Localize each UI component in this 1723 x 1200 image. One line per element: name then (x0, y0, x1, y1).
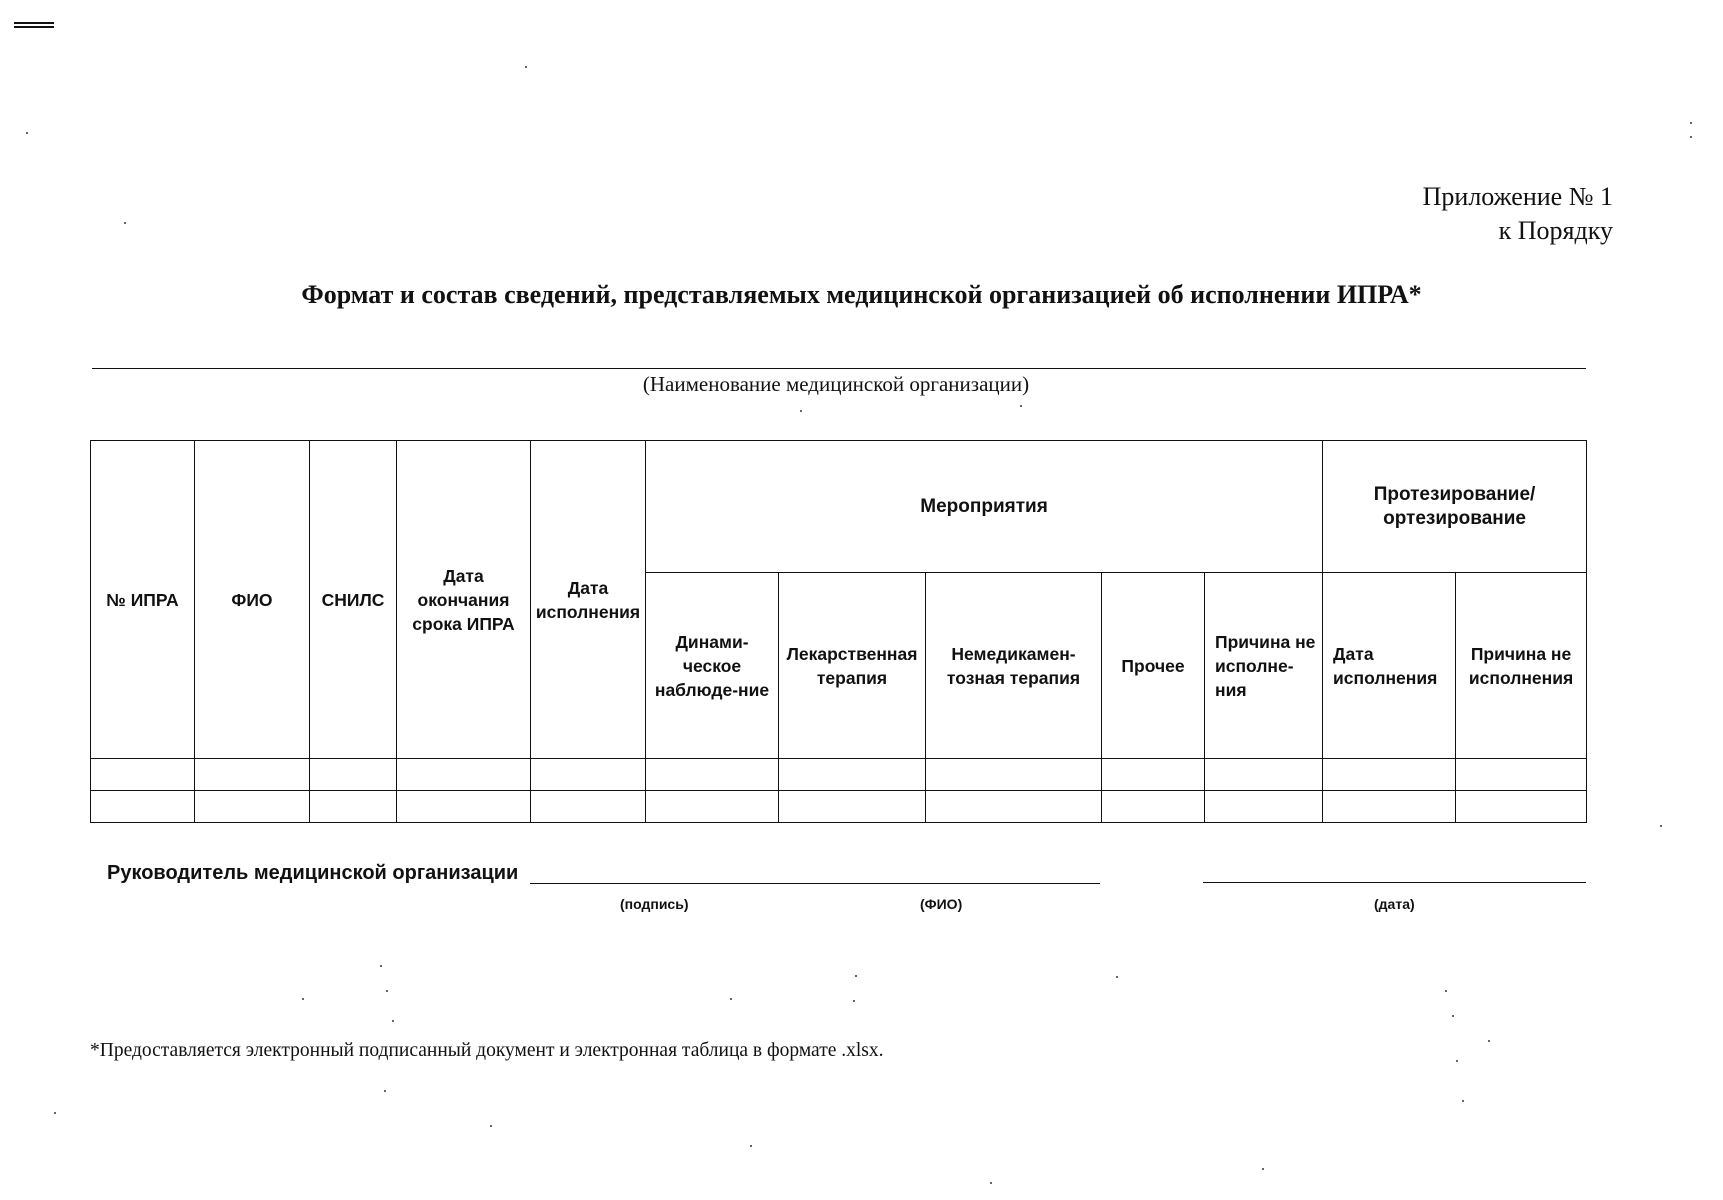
scan-speck (386, 990, 388, 992)
table-cell[interactable] (1323, 759, 1456, 791)
document-title: Формат и состав сведений, представляемых медицинской организацией об исполнении ИПРА* (301, 280, 1422, 309)
table-cell[interactable] (646, 791, 779, 823)
head-of-organization-label: Руководитель медицинской организации (107, 862, 519, 884)
scan-speck (1660, 825, 1662, 827)
table-cell[interactable] (779, 759, 926, 791)
table-cell[interactable] (1456, 759, 1587, 791)
appendix-reference (1423, 180, 1613, 248)
group-measures: Мероприятия (646, 441, 1323, 573)
table-cell[interactable] (646, 759, 779, 791)
signature-caption: (подпись) (620, 896, 689, 912)
organization-caption: (Наименование медицинской организации) (642, 372, 1030, 396)
table-cell[interactable] (531, 791, 646, 823)
table-cell[interactable] (531, 759, 646, 791)
col-prosthetics-date: Дата исполнения (1323, 573, 1456, 759)
table-cell[interactable] (91, 791, 195, 823)
scan-speck (855, 975, 857, 977)
scan-speck (800, 410, 802, 412)
table-row (91, 759, 1587, 791)
organization-name-line (92, 368, 1586, 369)
scan-speck (384, 1090, 386, 1092)
scan-speck (1020, 405, 1022, 407)
date-line (1203, 882, 1586, 883)
scan-mark (14, 22, 54, 28)
scan-speck (990, 1182, 992, 1184)
table-cell[interactable] (926, 759, 1102, 791)
scan-speck (490, 1125, 492, 1127)
scan-speck (1452, 1015, 1454, 1017)
scan-speck (54, 1112, 56, 1114)
col-measures-reason: Причина не исполне-ния (1205, 573, 1323, 759)
scan-speck (853, 1000, 855, 1002)
scan-speck (392, 1020, 394, 1022)
date-caption: (дата) (1374, 896, 1415, 912)
col-nondrug-therapy: Немедикамен-тозная терапия (926, 573, 1102, 759)
table-cell[interactable] (1205, 759, 1323, 791)
scan-speck (1445, 990, 1447, 992)
table-cell[interactable] (779, 791, 926, 823)
scan-speck (1462, 1100, 1464, 1102)
footnote: *Предоставляется электронный подписанный документ и электронная таблица в формате .xlsx. (90, 1040, 884, 1061)
table-cell[interactable] (1102, 791, 1205, 823)
scan-speck (1488, 1040, 1490, 1042)
table-cell[interactable] (1456, 791, 1587, 823)
appendix-order: к Порядку (1498, 216, 1613, 245)
scan-speck (730, 998, 732, 1000)
signature-fio-line (530, 883, 1100, 884)
table-cell[interactable] (1205, 791, 1323, 823)
scan-speck (1116, 976, 1118, 978)
col-ipra-number: № ИПРА (91, 441, 195, 759)
scan-speck (1690, 122, 1692, 124)
col-exec-date: Дата исполнения (531, 441, 646, 759)
table-cell[interactable] (91, 759, 195, 791)
scan-speck (1690, 136, 1692, 138)
table-cell[interactable] (310, 791, 397, 823)
table-cell[interactable] (397, 791, 531, 823)
table-cell[interactable] (195, 791, 310, 823)
scan-speck (525, 66, 527, 68)
table-cell[interactable] (397, 759, 531, 791)
scan-speck (1262, 1168, 1264, 1170)
scan-speck (124, 222, 126, 224)
ipra-table (90, 440, 1587, 823)
table-cell[interactable] (1102, 759, 1205, 791)
scan-speck (1456, 1060, 1458, 1062)
table-cell[interactable] (1323, 791, 1456, 823)
fio-caption: (ФИО) (920, 896, 963, 912)
col-fio: ФИО (195, 441, 310, 759)
appendix-number: Приложение № 1 (1422, 182, 1613, 211)
col-end-date: Дата окончания срока ИПРА (397, 441, 531, 759)
col-other: Прочее (1102, 573, 1205, 759)
group-prosthetics: Протезирование/ ортезирование (1323, 441, 1587, 573)
col-drug-therapy: Лекарственная терапия (779, 573, 926, 759)
scan-speck (750, 1145, 752, 1147)
table-header-row (91, 441, 1587, 573)
table-cell[interactable] (310, 759, 397, 791)
table-cell[interactable] (195, 759, 310, 791)
scan-speck (380, 965, 382, 967)
scan-speck (302, 998, 304, 1000)
table-cell[interactable] (926, 791, 1102, 823)
col-snils: СНИЛС (310, 441, 397, 759)
col-dynamic-observation: Динами-ческое наблюде-ние (646, 573, 779, 759)
scan-speck (26, 132, 28, 134)
col-prosthetics-reason: Причина не исполнения (1456, 573, 1587, 759)
table-row (91, 791, 1587, 823)
